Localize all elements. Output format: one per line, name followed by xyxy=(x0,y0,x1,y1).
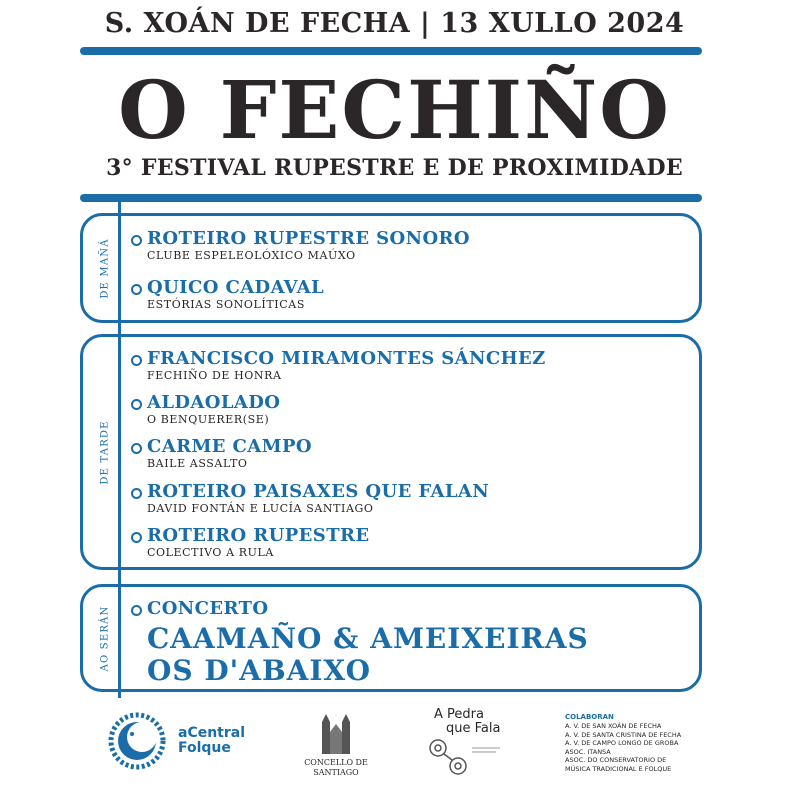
item-title: ROTEIRO PAISAXES QUE FALAN xyxy=(147,481,490,502)
timeline-dot-icon xyxy=(131,532,142,543)
item-title: ROTEIRO RUPESTRE SONORO xyxy=(147,228,470,249)
festival-title: O FECHIÑO xyxy=(118,63,671,157)
logo-text: aCentral xyxy=(178,725,246,741)
item-subtitle: BAILE ASSALTO xyxy=(147,457,248,470)
item-subtitle: DAVID FONTÁN E LUCÍA SANTIAGO xyxy=(147,502,374,515)
collaborator-line: A. V. DE SANTA CRISTINA DE FECHA xyxy=(565,730,682,739)
collaborator-line: ASOC. DO CONSERVATORIO DE xyxy=(565,756,667,764)
timeline-dot-icon xyxy=(131,443,142,454)
timeline-dot-icon xyxy=(131,235,142,246)
schedule-item xyxy=(147,599,589,687)
event-date-line: S. XOÁN DE FECHA | 13 XULLO 2024 xyxy=(104,8,685,39)
item-title: FRANCISCO MIRAMONTES SÁNCHEZ xyxy=(147,348,546,369)
logo-text: Folque xyxy=(178,740,231,756)
cathedral-icon xyxy=(314,710,358,754)
collaborator-line: A. V. DE CAMPO LONGO DE GROBA xyxy=(565,739,679,747)
timeline-dot-icon xyxy=(131,605,142,616)
schedule-item xyxy=(147,482,489,515)
festival-subtitle: 3° FESTIVAL RUPESTRE E DE PROXIMIDADE xyxy=(106,155,683,181)
item-title: ALDAOLADO xyxy=(147,392,281,413)
collaborators-list xyxy=(565,713,765,773)
middle-divider-bar xyxy=(80,194,702,202)
collaborator-line: MÚSICA TRADICIONAL E FOLQUE xyxy=(565,764,672,773)
schedule-item xyxy=(147,229,470,262)
collaborator-line: A. V. DE SAN XOÁN DE FECHA xyxy=(565,722,662,730)
concello-santiago-logo xyxy=(296,710,376,782)
top-divider-bar xyxy=(80,47,702,55)
collaborator-line: ASOC. ITANSA xyxy=(565,747,611,756)
spiral-petroglyph-icon xyxy=(424,736,504,780)
item-title: CONCERTO xyxy=(147,598,269,619)
timeline-dot-icon xyxy=(131,488,142,499)
timeline-dot-icon xyxy=(131,284,142,295)
logo-text: CONCELLO DE xyxy=(304,758,368,767)
timeline-dot-icon xyxy=(131,355,142,366)
item-subtitle: CLUBE ESPELEOLÓXICO MAÚXO xyxy=(147,249,356,262)
schedule-item xyxy=(147,349,546,382)
collaborators-heading: COLABORAN xyxy=(565,713,614,721)
acentral-folque-logo xyxy=(108,712,258,772)
schedule-item xyxy=(147,278,324,311)
item-subtitle: COLECTIVO A RULA xyxy=(147,546,274,559)
schedule-item xyxy=(147,393,280,426)
item-subtitle: O BENQUERER(SE) xyxy=(147,413,270,426)
schedule-block-morning xyxy=(80,213,702,323)
sun-moon-icon xyxy=(108,712,166,770)
schedule-block-afternoon xyxy=(80,334,702,570)
block-label: AO SERÁN xyxy=(99,605,111,671)
schedule-item xyxy=(147,526,369,559)
a-pedra-que-fala-logo xyxy=(420,708,520,780)
item-title: QUICO CADAVAL xyxy=(147,277,325,298)
item-subtitle: FECHIÑO DE HONRA xyxy=(147,369,282,382)
headliner-line: OS D'ABAIXO xyxy=(147,654,372,687)
schedule-item xyxy=(147,437,312,470)
block-label: DE TARDE xyxy=(99,419,111,485)
item-title: ROTEIRO RUPESTRE xyxy=(147,525,370,546)
headliner-line: CAAMAÑO & AMEIXEIRAS xyxy=(147,622,589,655)
item-subtitle: ESTÓRIAS SONOLÍTICAS xyxy=(147,298,305,311)
timeline-dot-icon xyxy=(131,399,142,410)
schedule-block-evening xyxy=(80,584,702,692)
item-title: CARME CAMPO xyxy=(147,436,312,457)
logo-text: que Fala xyxy=(446,721,501,736)
block-label: DE MAÑÁ xyxy=(99,237,111,299)
logo-text: SANTIAGO xyxy=(313,768,359,777)
logo-text: A Pedra xyxy=(434,707,484,722)
